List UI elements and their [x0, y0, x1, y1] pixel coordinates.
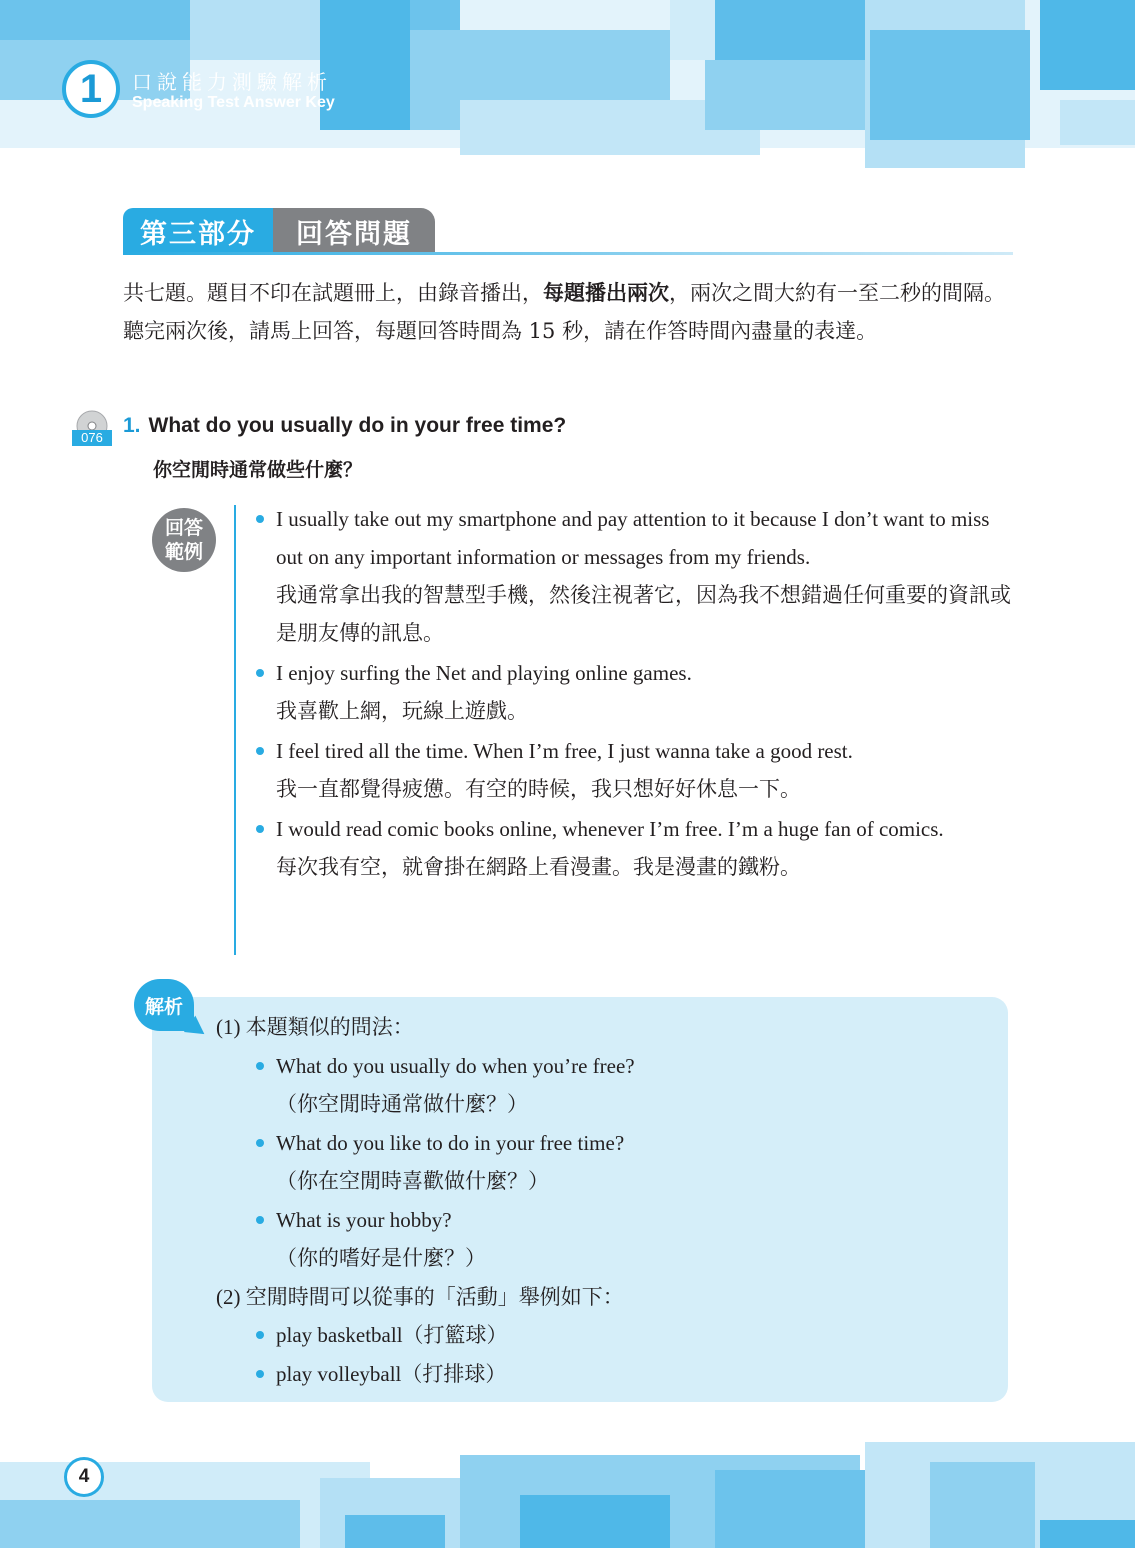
answer-en: I would read comic books online, whenever I’m free. I’m a huge fan of comics. [276, 817, 944, 841]
intro-text-start: 共七題。題目不印在試題冊上，由錄音播出， [123, 281, 543, 305]
intro-text-bold: 每題播出兩次 [543, 281, 669, 305]
question-text: What do you usually do in your free time? [148, 414, 567, 437]
intro-paragraph [123, 274, 1013, 350]
chapter-number: 1 [79, 66, 103, 111]
answer-en: I usually take out my smartphone and pay attention to it because I don’t want to miss out on any important information or messages from my friends. [276, 507, 990, 569]
page-number: 4 [64, 1457, 104, 1497]
analysis-similar-question: What do you like to do in your free time? [216, 1124, 996, 1163]
audio-track-label: 076 [72, 430, 112, 446]
answer-item [276, 654, 1016, 730]
answer-badge-line2: 範例 [164, 541, 203, 563]
analysis-similar-question-zh: （你空閒時通常做什麼？） [276, 1092, 528, 1116]
answer-list [276, 500, 1016, 888]
answer-zh: 我通常拿出我的智慧型手機，然後注視著它，因為我不想錯過任何重要的資訊或是朋友傳的訊息。 [276, 583, 1011, 645]
answer-zh: 我喜歡上網，玩線上遊戲。 [276, 699, 528, 723]
answer-zh: 每次我有空，就會掛在網路上看漫畫。我是漫畫的鐵粉。 [276, 855, 801, 879]
answer-zh: 我一直都覺得疲憊。有空的時候，我只想好好休息一下。 [276, 777, 801, 801]
answer-example-badge [152, 508, 216, 572]
answer-divider [234, 505, 236, 955]
analysis-badge: 解析 [134, 979, 194, 1031]
analysis-similar-question: What is your hobby? [216, 1201, 996, 1240]
section-part-tab: 第三部分 [123, 208, 273, 254]
question-title [123, 414, 566, 438]
analysis-similar-question: What do you usually do when you’re free? [216, 1047, 996, 1086]
section-underline [123, 252, 1013, 255]
answer-item [276, 732, 1016, 808]
analysis-content [216, 1008, 996, 1393]
chapter-number-badge [62, 60, 120, 118]
question-number: 1. [123, 414, 141, 437]
analysis-point2-heading: (2) 空閒時間可以從事的「活動」舉例如下： [216, 1284, 624, 1309]
answer-en: I feel tired all the time. When I’m free, I just wanna take a good rest. [276, 739, 853, 763]
analysis-similar-question-zh: （你的嗜好是什麼？） [276, 1246, 486, 1270]
answer-badge-line1: 回答 [164, 517, 203, 539]
answer-item [276, 810, 1016, 886]
analysis-activity: play basketball（打籃球） [216, 1316, 996, 1355]
header-title-zh: 口說能力測驗解析 [132, 70, 332, 94]
section-name-tab: 回答問題 [273, 208, 435, 254]
analysis-similar-question-zh: （你在空閒時喜歡做什麼？） [276, 1169, 549, 1193]
analysis-activity: play volleyball（打排球） [216, 1355, 996, 1394]
answer-item [276, 500, 1016, 652]
intro-text-end: ，兩次之間大約有一至二秒的間隔。聽完兩次後，請馬上回答，每題回答時間為 15 秒，請在作答時間內盡量的表達。 [123, 281, 1005, 343]
header-title-en: Speaking Test Answer Key [132, 94, 335, 111]
answer-en: I enjoy surfing the Net and playing online games. [276, 661, 692, 685]
analysis-point1-heading: (1) 本題類似的問法： [216, 1015, 414, 1039]
question-translation: 你空閒時通常做些什麼？ [153, 459, 363, 481]
